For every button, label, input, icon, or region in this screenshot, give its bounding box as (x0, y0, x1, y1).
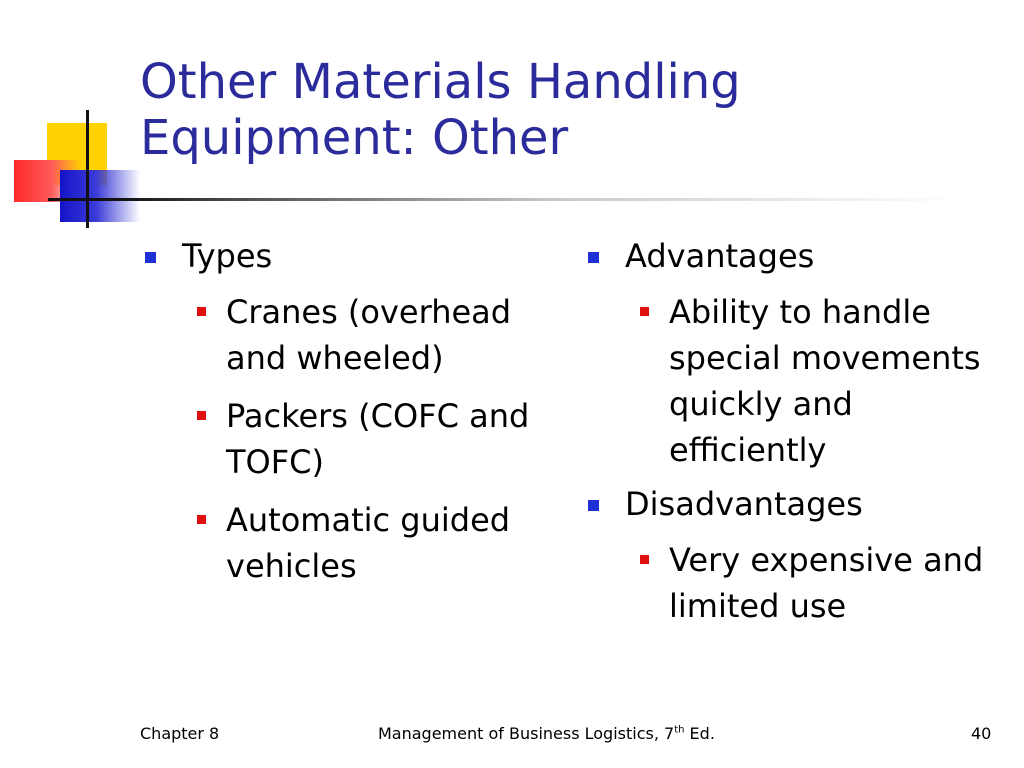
footer-book-title (378, 722, 715, 746)
types-item-packers: Packers (COFC and TOFC) (226, 397, 530, 481)
small-square-bullet-icon (197, 515, 206, 524)
disadvantages-heading: Disadvantages (625, 485, 863, 523)
slide-title (140, 54, 980, 166)
bullet-types (145, 235, 555, 277)
footer-edition-suffix: Ed. (684, 724, 715, 743)
types-item-cranes: Cranes (overhead and wheeled) (226, 293, 512, 377)
blue-gradient-block (60, 170, 140, 222)
sub-bullet-item (145, 289, 555, 381)
small-square-bullet-icon (640, 307, 649, 316)
advantages-item: Ability to handle special movements quickly and efficiently (669, 293, 981, 469)
footer-edition-superscript: th (674, 724, 685, 736)
footer-chapter: Chapter 8 (140, 724, 220, 743)
vertical-rule (86, 110, 89, 228)
slide-title-line-1: Other Materials Handling (140, 54, 741, 110)
left-column (145, 235, 555, 601)
small-square-bullet-icon (640, 555, 649, 564)
bullet-advantages (588, 235, 988, 277)
bullet-disadvantages (588, 483, 988, 525)
sub-bullet-item (588, 537, 988, 629)
title-underline-rule (48, 198, 960, 201)
sub-bullet-item (145, 393, 555, 485)
types-item-agv: Automatic guided vehicles (226, 501, 511, 585)
slide-title-line-2: Equipment: Other (140, 110, 569, 166)
sub-bullet-item (588, 289, 988, 473)
types-heading: Types (182, 237, 273, 275)
small-square-bullet-icon (197, 411, 206, 420)
square-bullet-icon (145, 252, 156, 263)
square-bullet-icon (588, 500, 599, 511)
footer-page-number: 40 (971, 724, 992, 743)
small-square-bullet-icon (197, 307, 206, 316)
footer-book-title-text: Management of Business Logistics, 7 (378, 724, 675, 743)
right-column (588, 235, 988, 641)
sub-bullet-item (145, 497, 555, 589)
square-bullet-icon (588, 252, 599, 263)
disadvantages-item: Very expensive and limited use (669, 541, 984, 625)
advantages-heading: Advantages (625, 237, 815, 275)
